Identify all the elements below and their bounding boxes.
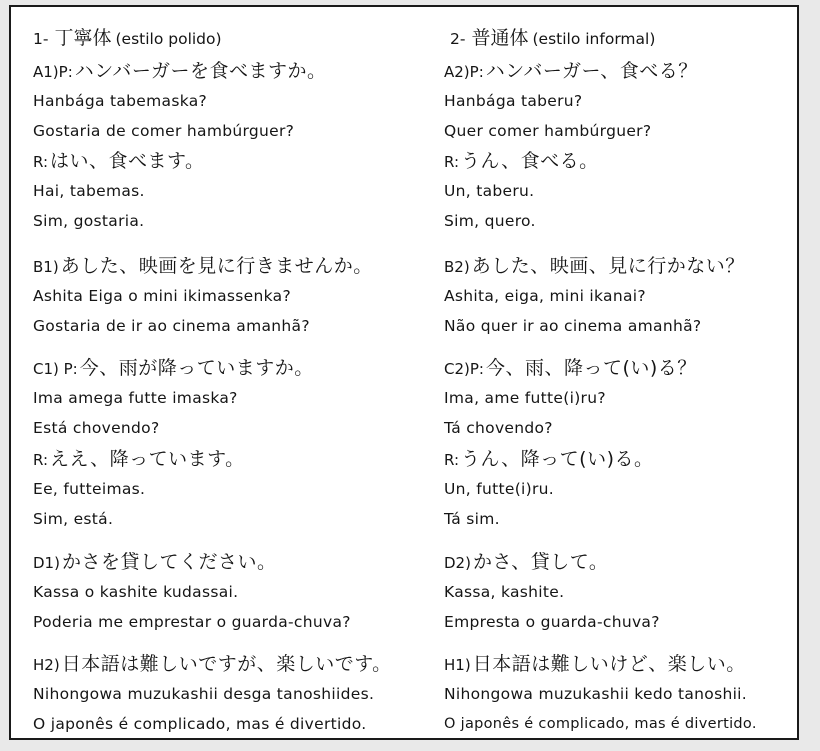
line-label: A1)P: bbox=[33, 63, 73, 81]
portuguese-text: Tá sim. bbox=[444, 510, 500, 528]
japanese-text: ええ、降っています。 bbox=[50, 448, 245, 470]
romaji-text: Un, taberu. bbox=[444, 182, 535, 200]
romaji-text: Ashita Eiga o mini ikimassenka? bbox=[33, 287, 291, 305]
column-header bbox=[33, 29, 222, 48]
line-label: R: bbox=[33, 451, 49, 469]
portuguese-text: Gostaria de ir ao cinema amanhã? bbox=[33, 317, 310, 335]
line-label: R: bbox=[444, 451, 460, 469]
romaji-text: Hai, tabemas. bbox=[33, 182, 145, 200]
japanese-text: うん、食べる。 bbox=[461, 150, 599, 172]
romaji-text: Hanbága taberu? bbox=[444, 92, 583, 110]
dialogue-h bbox=[33, 655, 392, 674]
romaji-text: Nihongowa muzukashii desga tanoshiides. bbox=[33, 685, 375, 703]
line-label: D2) bbox=[444, 554, 471, 572]
column-header bbox=[450, 29, 655, 48]
header-japanese: 丁寧体 bbox=[54, 27, 112, 49]
romaji-text: Ee, futteimas. bbox=[33, 480, 146, 498]
portuguese-text: Gostaria de comer hambúrguer? bbox=[33, 122, 295, 140]
dialogue-a-response bbox=[33, 152, 205, 171]
japanese-text: あした、映画、見に行かない？ bbox=[471, 255, 745, 277]
dialogue-a-question bbox=[33, 62, 327, 81]
line-label: C2)P: bbox=[444, 360, 484, 378]
japanese-text: かさを貸してください。 bbox=[61, 551, 277, 573]
romaji-text: Hanbága tabemaska? bbox=[33, 92, 208, 110]
line-label: R: bbox=[444, 153, 460, 171]
dialogue-b bbox=[33, 257, 373, 276]
romaji-text: Ima, ame futte(i)ru? bbox=[444, 389, 606, 407]
portuguese-text: O japonês é complicado, mas é divertido. bbox=[444, 716, 757, 732]
header-number: 2- bbox=[450, 30, 466, 48]
romaji-text: Nihongowa muzukashii kedo tanoshii. bbox=[444, 685, 748, 703]
romaji-text: Un, futte(i)ru. bbox=[444, 480, 555, 498]
portuguese-text: Está chovendo? bbox=[33, 419, 160, 437]
japanese-text: あした、映画を見に行きませんか。 bbox=[60, 255, 373, 277]
line-label: C1) P: bbox=[33, 360, 78, 378]
portuguese-text: Não quer ir ao cinema amanhã? bbox=[444, 317, 702, 335]
dialogue-c-question bbox=[33, 359, 314, 378]
portuguese-text: Sim, gostaria. bbox=[33, 212, 145, 230]
line-label: B1) bbox=[33, 258, 59, 276]
japanese-text: うん、降って(い)る。 bbox=[461, 448, 654, 470]
line-label: A2)P: bbox=[444, 63, 484, 81]
header-japanese: 普通体 bbox=[471, 27, 529, 49]
portuguese-text: Sim, está. bbox=[33, 510, 114, 528]
japanese-text: ハンバーガー、食べる？ bbox=[485, 60, 698, 82]
header-style: (estilo polido) bbox=[115, 30, 222, 48]
dialogue-c-question bbox=[444, 359, 697, 378]
line-label: R: bbox=[33, 153, 49, 171]
dialogue-a-question bbox=[444, 62, 698, 81]
romaji-text: Ima amega futte imaska? bbox=[33, 389, 238, 407]
japanese-text: 今、雨が降っていますか。 bbox=[79, 357, 314, 379]
dialogue-b bbox=[444, 257, 745, 276]
japanese-text: はい、食べます。 bbox=[50, 150, 205, 172]
portuguese-text: Tá chovendo? bbox=[444, 419, 553, 437]
portuguese-text: Sim, quero. bbox=[444, 212, 536, 230]
romaji-text: Kassa, kashite. bbox=[444, 583, 565, 601]
line-label: B2) bbox=[444, 258, 470, 276]
japanese-text: 今、雨、降って(い)る？ bbox=[485, 357, 697, 379]
romaji-text: Ashita, eiga, mini ikanai? bbox=[444, 287, 646, 305]
dialogue-c-response bbox=[33, 450, 245, 469]
line-label: D1) bbox=[33, 554, 60, 572]
portuguese-text: O japonês é complicado, mas é divertido. bbox=[33, 715, 367, 733]
header-number: 1- bbox=[33, 30, 49, 48]
portuguese-text: Poderia me emprestar o guarda-chuva? bbox=[33, 613, 351, 631]
japanese-text: 日本語は難しいけど、楽しい。 bbox=[472, 653, 746, 675]
line-label: H2) bbox=[33, 656, 60, 674]
dialogue-h bbox=[444, 655, 746, 674]
romaji-text: Kassa o kashite kudassai. bbox=[33, 583, 239, 601]
line-label: H1) bbox=[444, 656, 471, 674]
header-style: (estilo informal) bbox=[532, 30, 656, 48]
japanese-text: 日本語は難しいですが、楽しいです。 bbox=[61, 653, 392, 675]
dialogue-d bbox=[444, 553, 608, 572]
dialogue-a-response bbox=[444, 152, 599, 171]
portuguese-text: Empresta o guarda-chuva? bbox=[444, 613, 660, 631]
portuguese-text: Quer comer hambúrguer? bbox=[444, 122, 652, 140]
conversation-table bbox=[9, 5, 799, 740]
japanese-text: ハンバーガーを食べますか。 bbox=[74, 60, 327, 82]
japanese-text: かさ、貸して。 bbox=[472, 551, 609, 573]
dialogue-c-response bbox=[444, 450, 653, 469]
dialogue-d bbox=[33, 553, 276, 572]
